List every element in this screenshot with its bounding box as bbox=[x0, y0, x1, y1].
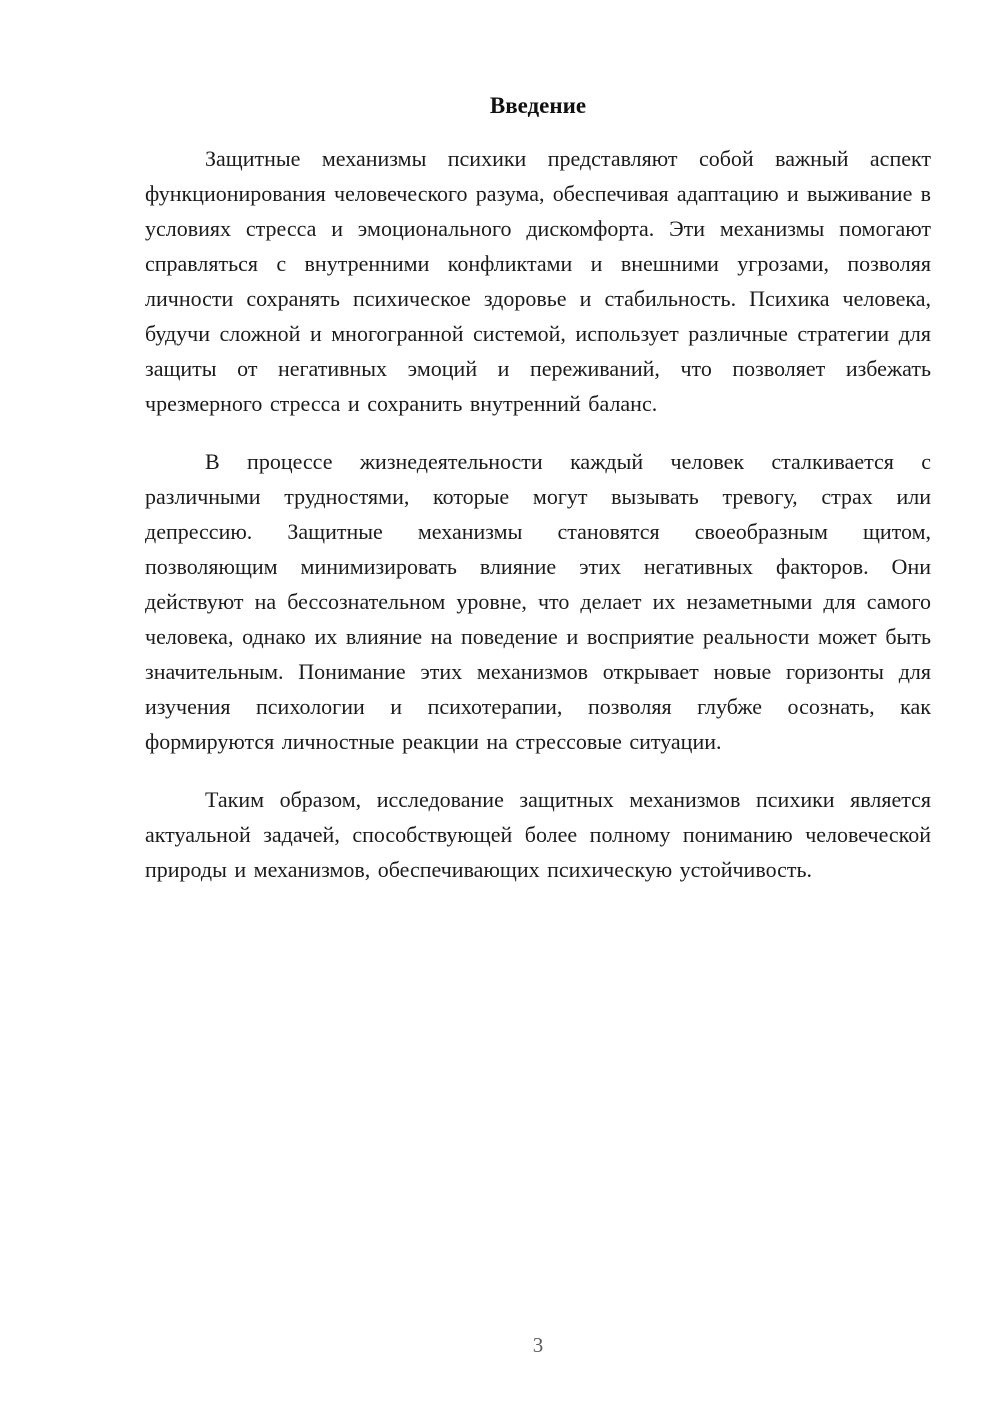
paragraph-1: Защитные механизмы психики представляют собой важный аспект функционирования человеческого разума, обеспечивая адаптацию и выживание в условиях стресса и эмоционального дискомфорта. Эти механизмы помогают справляться с внутренними конфликтами и внешними угрозами, позволяя личности сохранять психическое здоровье и стабильность. Психика человека, будучи сложной и многогранной системой, использует различные стратегии для защиты от негативных эмоций и переживаний, что позволяет избежать чрезмерного стресса и сохранить внутренний баланс. bbox=[145, 146, 931, 416]
paragraph-2: В процессе жизнедеятельности каждый человек сталкивается с различными трудностями, которые могут вызывать тревогу, страх или депрессию. Защитные механизмы становятся своеобразным щитом, позволяющим минимизировать влияние этих негативных факторов. Они действуют на бессознательном уровне, что делает их незаметными для самого человека, однако их влияние на поведение и восприятие реальности может быть значительным. Понимание этих механизмов открывает новые горизонты для изучения психологии и психотерапии, позволяя глубже осознать, как формируются личностные реакции на стрессовые ситуации. bbox=[145, 449, 931, 754]
paragraph-3: Таким образом, исследование защитных механизмов психики является актуальной задачей, способствующей более полному пониманию человеческой природы и механизмов, обеспечивающих психическую устойчивость. bbox=[145, 787, 931, 882]
page-number: 3 bbox=[532, 1333, 544, 1357]
text-column bbox=[145, 88, 931, 910]
page-title: Введение bbox=[489, 93, 587, 118]
